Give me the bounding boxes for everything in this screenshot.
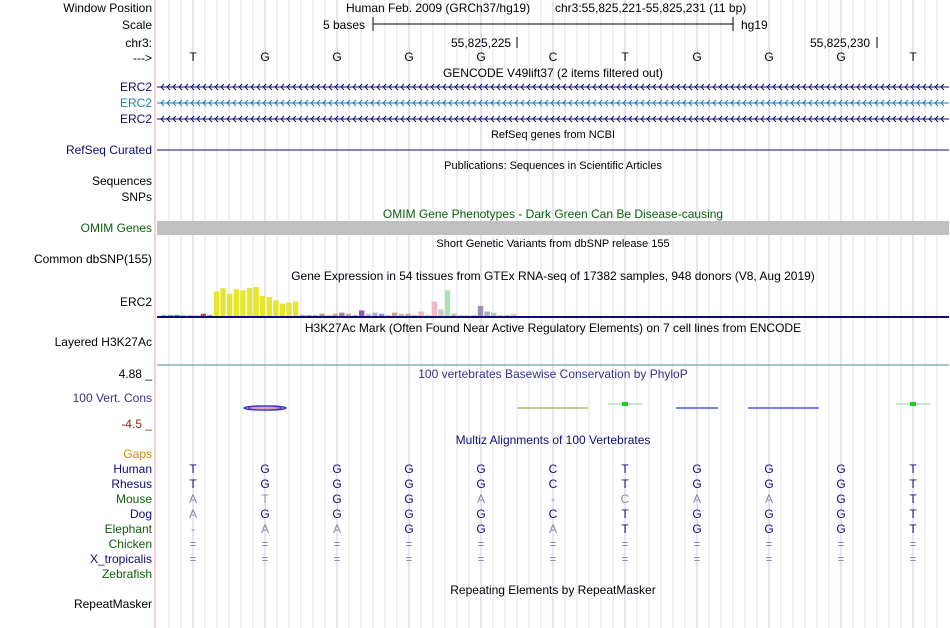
gtex-tissue-bar: [511, 314, 516, 316]
gtex-tissue-bar: [484, 312, 489, 316]
multiz-aligned-base: =: [405, 537, 413, 551]
multiz-aligned-base: G: [836, 477, 846, 491]
gtex-tissue-bar: [405, 314, 410, 316]
gencode-item-erc2[interactable]: ERC2: [119, 96, 152, 110]
chrom-label: chr3:: [125, 36, 152, 50]
multiz-aligned-base: A: [692, 492, 701, 506]
phylop-max-label: 4.88 _: [118, 367, 152, 381]
multiz-aligned-base: C: [548, 507, 558, 521]
phylop-label[interactable]: 100 Vert. Cons: [72, 391, 152, 405]
multiz-aligned-base: G: [836, 492, 846, 506]
multiz-aligned-base: G: [476, 507, 486, 521]
phylop-positive-mark: [622, 402, 628, 406]
h3k27ac-track-title[interactable]: H3K27Ac Mark (Often Found Near Active Regulatory Elements) on 7 cell lines from ENCODE: [304, 321, 802, 335]
multiz-aligned-base: T: [189, 477, 197, 491]
gtex-tissue-bar: [438, 309, 443, 316]
gtex-tissue-bar: [432, 302, 437, 317]
multiz-species-label[interactable]: X_tropicalis: [89, 552, 152, 566]
multiz-aligned-base: T: [621, 462, 629, 476]
reference-base: G: [332, 50, 342, 64]
multiz-aligned-base: =: [909, 537, 917, 551]
phylop-track-title[interactable]: 100 vertebrates Basewise Conservation by PhyloP: [418, 367, 688, 381]
multiz-aligned-base: G: [404, 507, 414, 521]
multiz-aligned-base: G: [332, 492, 342, 506]
multiz-aligned-base: G: [836, 462, 846, 476]
gtex-tissue-bar: [412, 315, 417, 316]
multiz-aligned-base: =: [261, 552, 269, 566]
multiz-aligned-base: =: [189, 537, 197, 551]
multiz-aligned-base: C: [620, 492, 630, 506]
gencode-item-erc2[interactable]: ERC2: [119, 80, 152, 94]
multiz-aligned-base: T: [909, 522, 917, 536]
gtex-erc2-label[interactable]: ERC2: [119, 295, 152, 309]
multiz-aligned-base: G: [260, 507, 270, 521]
multiz-aligned-base: =: [621, 552, 629, 566]
multiz-aligned-base: =: [693, 537, 701, 551]
gtex-tissue-bar: [273, 300, 278, 316]
gtex-tissue-bar: [445, 290, 450, 316]
scale-text: 5 bases: [323, 18, 366, 32]
gtex-tissue-bar: [333, 314, 338, 316]
gtex-tissue-bar: [392, 313, 397, 316]
gtex-tissue-bar: [214, 291, 219, 316]
multiz-aligned-base: A: [260, 522, 269, 536]
gtex-tissue-bar: [227, 294, 232, 316]
gtex-tissue-bar: [465, 315, 470, 316]
multiz-aligned-base: -: [551, 492, 555, 506]
multiz-aligned-base: G: [332, 507, 342, 521]
multiz-aligned-base: G: [332, 462, 342, 476]
reference-base: G: [692, 50, 702, 64]
gtex-tissue-bar: [418, 312, 423, 316]
multiz-gaps-label[interactable]: Gaps: [123, 447, 152, 461]
gtex-tissue-bar: [399, 314, 404, 316]
scale-label: Scale: [121, 18, 152, 32]
multiz-aligned-base: =: [621, 537, 629, 551]
multiz-aligned-base: G: [692, 477, 702, 491]
gtex-tissue-bar: [366, 314, 371, 316]
coordinate-label: 55,825,230: [810, 36, 871, 50]
multiz-aligned-base: =: [765, 537, 773, 551]
gtex-tissue-bar: [319, 314, 324, 316]
multiz-aligned-base: A: [332, 522, 341, 536]
gtex-tissue-bar: [471, 315, 476, 316]
multiz-aligned-base: G: [764, 462, 774, 476]
multiz-aligned-base: G: [260, 462, 270, 476]
multiz-aligned-base: G: [404, 492, 414, 506]
gtex-tissue-bar: [504, 315, 509, 316]
assembly-text: Human Feb. 2009 (GRCh37/hg19): [346, 1, 531, 15]
multiz-aligned-base: A: [188, 507, 197, 521]
multiz-species-label[interactable]: Zebrafish: [101, 567, 152, 581]
pubs-sequences-label[interactable]: Sequences: [91, 174, 152, 188]
multiz-aligned-base: =: [693, 552, 701, 566]
gtex-tissue-bar: [372, 313, 377, 316]
gtex-tissue-bar: [161, 315, 166, 316]
multiz-aligned-base: G: [476, 477, 486, 491]
gtex-track-title[interactable]: Gene Expression in 54 tissues from GTEx RNA-seq of 17382 samples, 948 donors (V8, Aug 2019): [291, 269, 815, 283]
multiz-aligned-base: G: [404, 462, 414, 476]
multiz-species-label[interactable]: Chicken: [108, 537, 152, 551]
gtex-tissue-bar: [240, 290, 245, 316]
multiz-aligned-base: =: [549, 537, 557, 551]
pubs-track-title[interactable]: Publications: Sequences in Scientific Articles: [444, 160, 662, 172]
gtex-tissue-bar: [478, 306, 483, 316]
gtex-tissue-bar: [326, 315, 331, 316]
multiz-aligned-base: C: [548, 462, 558, 476]
dbsnp-track-title[interactable]: Short Genetic Variants from dbSNP release 155: [436, 238, 670, 250]
h3k27ac-label[interactable]: Layered H3K27Ac: [54, 335, 152, 349]
multiz-aligned-base: T: [909, 462, 917, 476]
gencode-track-title[interactable]: GENCODE V49lift37 (2 items filtered out): [442, 66, 664, 80]
gtex-tissue-bar: [247, 288, 252, 316]
multiz-aligned-base: A: [548, 522, 557, 536]
multiz-aligned-base: T: [909, 477, 917, 491]
multiz-species-label[interactable]: Elephant: [104, 522, 152, 536]
dbsnp-label[interactable]: Common dbSNP(155): [33, 252, 152, 266]
reference-base: G: [476, 50, 486, 64]
gtex-tissue-bar: [187, 315, 192, 316]
multiz-species-label[interactable]: Human: [113, 462, 152, 476]
reference-base: G: [260, 50, 270, 64]
gtex-tissue-bar: [300, 315, 305, 316]
multiz-aligned-base: T: [621, 522, 629, 536]
gtex-tissue-bar: [280, 304, 285, 316]
multiz-aligned-base: =: [837, 537, 845, 551]
multiz-aligned-base: =: [405, 552, 413, 566]
multiz-aligned-base: =: [549, 552, 557, 566]
multiz-aligned-base: =: [477, 537, 485, 551]
gtex-tissue-bar: [201, 314, 206, 316]
gtex-tissue-bar: [458, 315, 463, 316]
multiz-aligned-base: G: [692, 522, 702, 536]
multiz-aligned-base: G: [692, 507, 702, 521]
position-text: chr3:55,825,221-55,825,231 (11 bp): [555, 1, 747, 15]
gtex-tissue-bar: [352, 315, 357, 316]
gtex-tissue-bar: [385, 315, 390, 316]
gtex-tissue-bar: [267, 297, 272, 316]
multiz-aligned-base: T: [189, 462, 197, 476]
gtex-tissue-bar: [220, 288, 225, 316]
multiz-aligned-base: =: [189, 552, 197, 566]
reference-base: G: [404, 50, 414, 64]
phylop-min-label: -4.5 _: [121, 417, 152, 431]
multiz-aligned-base: G: [404, 477, 414, 491]
multiz-aligned-base: G: [476, 522, 486, 536]
multiz-aligned-base: T: [909, 492, 917, 506]
multiz-aligned-base: =: [909, 552, 917, 566]
multiz-aligned-base: G: [836, 507, 846, 521]
multiz-aligned-base: G: [764, 507, 774, 521]
gtex-tissue-bar: [306, 315, 311, 316]
pubs-snps-label[interactable]: SNPs: [121, 190, 152, 204]
gtex-tissue-bar: [313, 315, 318, 316]
multiz-aligned-base: T: [909, 507, 917, 521]
coordinate-label: 55,825,225: [451, 36, 512, 50]
gtex-tissue-bar: [168, 315, 173, 316]
multiz-aligned-base: G: [836, 522, 846, 536]
gtex-tissue-bar: [379, 314, 384, 316]
gtex-tissue-bar: [234, 289, 239, 316]
refseq-curated-label[interactable]: RefSeq Curated: [65, 143, 152, 157]
gtex-tissue-bar: [293, 302, 298, 317]
multiz-aligned-base: G: [260, 477, 270, 491]
multiz-species-label[interactable]: Mouse: [115, 492, 152, 506]
gtex-tissue-bar: [359, 310, 364, 316]
gtex-tissue-bar: [194, 315, 199, 316]
reference-base: T: [909, 50, 917, 64]
gtex-tissue-bar: [451, 314, 456, 316]
multiz-aligned-base: T: [621, 477, 629, 491]
reference-base: T: [621, 50, 629, 64]
multiz-aligned-base: =: [837, 552, 845, 566]
reference-base: T: [189, 50, 197, 64]
gtex-tissue-bar: [346, 314, 351, 316]
repeatmasker-label[interactable]: RepeatMasker: [73, 597, 152, 611]
multiz-aligned-base: A: [764, 492, 773, 506]
gtex-tissue-bar: [425, 315, 430, 316]
multiz-aligned-base: =: [333, 537, 341, 551]
multiz-track-title[interactable]: Multiz Alignments of 100 Vertebrates: [455, 433, 651, 447]
omim-track-title[interactable]: OMIM Gene Phenotypes - Dark Green Can Be Disease-causing: [382, 207, 724, 221]
gtex-tissue-bar: [498, 315, 503, 316]
gtex-tissue-bar: [253, 287, 258, 316]
window-position-label: Window Position: [63, 1, 152, 15]
strand-arrow-label: --->: [133, 51, 152, 65]
multiz-species-label[interactable]: Dog: [129, 507, 152, 521]
multiz-aligned-base: =: [261, 537, 269, 551]
multiz-aligned-base: G: [332, 477, 342, 491]
multiz-aligned-base: =: [477, 552, 485, 566]
multiz-species-label[interactable]: Rhesus: [111, 477, 152, 491]
omim-genes-label[interactable]: OMIM Genes: [80, 221, 152, 235]
multiz-aligned-base: =: [765, 552, 773, 566]
gtex-tissue-bar: [207, 315, 212, 316]
multiz-aligned-base: G: [764, 477, 774, 491]
multiz-aligned-base: G: [692, 462, 702, 476]
reference-base: C: [548, 50, 558, 64]
multiz-aligned-base: G: [476, 462, 486, 476]
gencode-item-erc2[interactable]: ERC2: [119, 112, 152, 126]
omim-gene-band: [157, 221, 949, 235]
multiz-aligned-base: -: [191, 522, 195, 536]
scale-db: hg19: [741, 18, 768, 32]
refseq-track-title[interactable]: RefSeq genes from NCBI: [490, 129, 616, 141]
multiz-aligned-base: T: [261, 492, 269, 506]
multiz-aligned-base: T: [621, 507, 629, 521]
multiz-aligned-base: A: [476, 492, 485, 506]
multiz-aligned-base: A: [188, 492, 197, 506]
multiz-aligned-base: C: [548, 477, 558, 491]
gtex-tissue-bar: [491, 313, 496, 316]
reference-base: G: [836, 50, 846, 64]
gtex-tissue-bar: [339, 313, 344, 316]
gtex-tissue-bar: [174, 315, 179, 316]
gtex-tissue-bar: [260, 296, 265, 316]
multiz-aligned-base: =: [333, 552, 341, 566]
repeatmasker-track-title[interactable]: Repeating Elements by RepeatMasker: [450, 583, 656, 597]
gtex-tissue-bar: [286, 303, 291, 316]
multiz-aligned-base: G: [764, 522, 774, 536]
gtex-tissue-bar: [181, 315, 186, 316]
phylop-positive-mark: [910, 402, 916, 406]
multiz-aligned-base: G: [404, 522, 414, 536]
reference-base: G: [764, 50, 774, 64]
